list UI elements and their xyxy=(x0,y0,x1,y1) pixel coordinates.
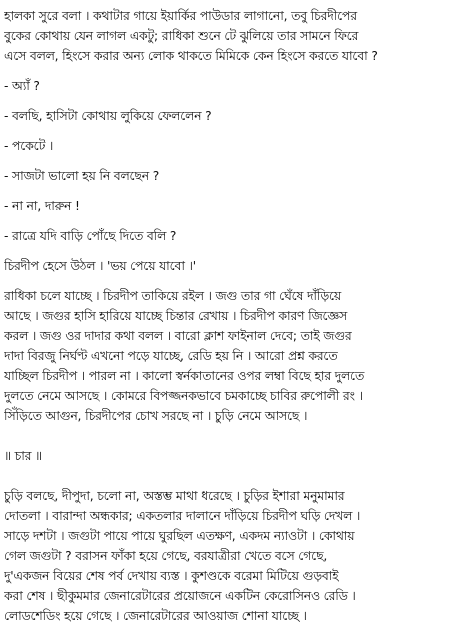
dialogue-line: - রাত্রে যদি বাড়ি পোঁছে দিতে বলি ? xyxy=(4,229,177,243)
spacer xyxy=(4,66,451,76)
paragraph-3 xyxy=(4,486,451,626)
text-line: করা শেষ । ছীকুমমার জেনারেটারের প্রয়োজনে একটিন কেরোসিনও রেডি । xyxy=(4,589,356,603)
text-line: দু'একজন বিয়ের শেষ পর্ব দেখায় ব্যস্ত । কুশণ্ডকে বরেমা মিটিয়ে গুড়বাই xyxy=(4,569,339,583)
text-line: দোতলা । বারান্দা অন্ধকার; একতলার দালানে দাঁড়িয়ে চিরদীপ ঘড়ি দেখল । xyxy=(4,509,361,523)
spacer xyxy=(4,186,451,196)
dialogue-line: - সাজটা ভালো হয় নি বলছেন ? xyxy=(4,169,160,183)
text-line: এসে বলল, হিংসে করার অন্য লোক থাকতে মিমিকে কেন হিংসে করতে যাবো ? xyxy=(4,49,378,63)
spacer xyxy=(4,216,451,226)
text-line: হালকা সুরে বলা । কথাটার গায়ে ইয়ার্কির পাউডার লাগানো, তবু চিরদীপের xyxy=(4,9,357,23)
text-line: গেল জগুটা ? বরাসন ফাঁকা হয়ে গেছে, বরযাত্রীরা খেতে বসে গেছে, xyxy=(4,549,328,563)
text-line: বুকের কোথায় যেন লাগল একটু; রাধিকা শুনে টে ঝুলিয়ে তার সামনে ফিরে xyxy=(4,29,359,43)
dialogue-line: - অ্যাঁ ? xyxy=(4,79,40,93)
text-line: সাড়ে দশটা । জগুটা পায়ে পায়ে ঘুরছিল এতক্ষণ, একদম ন্যাওটা । কোথায় xyxy=(4,529,355,543)
spacer xyxy=(4,96,451,106)
dialogue-line: - বলছি, হাসিটা কোথায় লুকিয়ে ফেললেন ? xyxy=(4,109,212,123)
text-line: রাধিকা চলে যাচ্ছে । চিরদীপ তাকিয়ে রইল । জগু তার গা ঘেঁষে দাঁড়িয়ে xyxy=(4,289,342,303)
dialogue-line: - না না, দারুন ! xyxy=(4,199,80,213)
text-line: দুলতে নেমে আসছে । কোমরে বিপজ্জনকভাবে চমকাচ্ছে চাবির রুপোলী রং । xyxy=(4,389,363,403)
chapter-heading: ॥ চার ॥ xyxy=(4,449,42,463)
text-line: করল । জগু ওর দাদার কথা বলল । বারো ক্লাশ ফাইনাল দেবে; তাই জগুর xyxy=(4,329,352,343)
text-line: লোডশেডিং হয়ে গেছে । জেনারেটারের আওয়াজ শোনা যাচ্ছে । xyxy=(4,609,307,623)
text-line: সিঁড়িতে আগুন, চিরদীপের চোখ সরছে না । চুড়ি নেমে আসছে । xyxy=(4,409,308,423)
paragraph-1 xyxy=(4,6,451,66)
spacer xyxy=(4,156,451,166)
dialogue-line: - পকেটে । xyxy=(4,139,54,153)
dialogue-block xyxy=(4,76,451,246)
spacer xyxy=(4,126,451,136)
text-line: দাদা বিরজু নির্ঘণ্ট এখনো পড়ে যাচ্ছে, রেডি হয় নি । আরো প্রশ্ন করতে xyxy=(4,349,338,363)
text-line: যাচ্ছিল চিরদীপ । পারল না । কালো স্বর্নকাতানের ওপর লম্বা বিছে হার দুলতে xyxy=(4,369,365,383)
paragraph-2 xyxy=(4,286,451,426)
spacer xyxy=(4,246,451,256)
text-line: চুড়ি বলছে, দীপুদা, চলো না, অস্তম্ভ মাথা ধরেছে । চুড়ির ইশারা মনুমামার xyxy=(4,489,345,503)
spacer xyxy=(4,466,451,486)
text-line: আছে । জগুর হাসি হারিয়ে যাচ্ছে চিন্তার রেখায় । চিরদীপ কারণ জিজ্ঞেস xyxy=(4,309,348,323)
smile-line: চিরদীপ হেসে উঠল । 'ভয় পেয়ে যাবো ।' xyxy=(4,259,197,273)
spacer xyxy=(4,426,451,446)
spacer xyxy=(4,276,451,286)
